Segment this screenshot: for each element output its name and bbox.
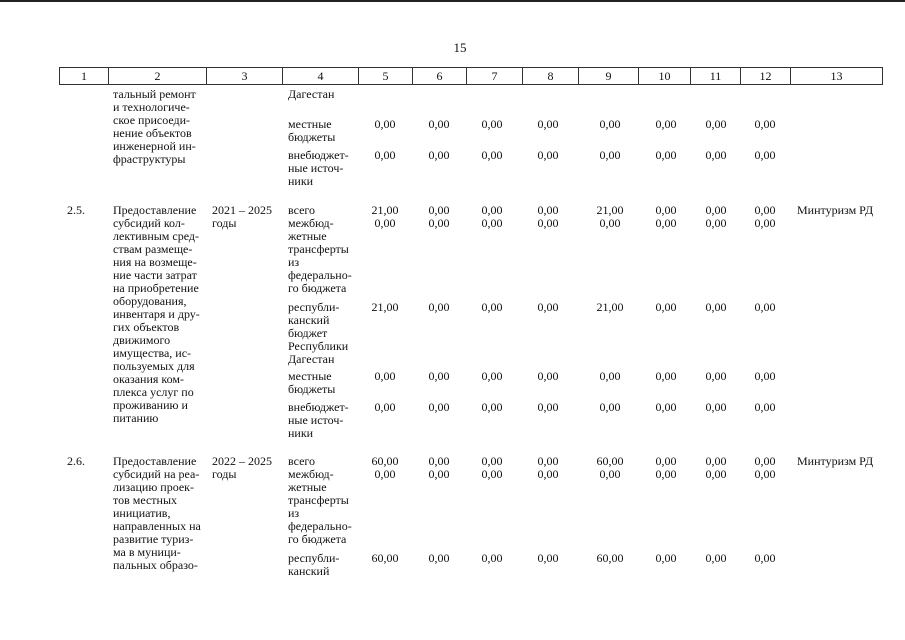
value-cell: 0,00: [705, 369, 727, 383]
description-line: гих объектов: [113, 320, 180, 334]
header-col-4: 4: [282, 68, 358, 84]
value-cell: 0,00: [374, 400, 396, 414]
description-line: направленных на: [113, 519, 201, 533]
funding-source-line: всего: [288, 454, 316, 468]
value-cell: 0,00: [481, 300, 503, 314]
funding-source-line: го бюджета: [288, 281, 347, 295]
executor: Минтуризм РД: [797, 454, 874, 468]
value-cell: 60,00: [371, 454, 399, 468]
value-cell: 0,00: [428, 467, 450, 481]
value-cell: 0,00: [537, 300, 559, 314]
funding-source-line: Дагестан: [288, 87, 335, 101]
value-cell: 0,00: [481, 148, 503, 162]
value-cell: 0,00: [428, 400, 450, 414]
value-cell: 60,00: [371, 551, 399, 565]
funding-source-line: Дагестан: [288, 352, 335, 366]
value-cell: 0,00: [754, 300, 776, 314]
period-line: 2021 – 2025: [212, 203, 272, 217]
description-line: инициатив,: [113, 506, 171, 520]
description-line: проживанию и: [113, 398, 188, 412]
value-cell: 21,00: [371, 300, 399, 314]
description-line: тальный ремонт: [113, 87, 196, 101]
value-cell: 0,00: [754, 216, 776, 230]
funding-source-line: федерально-: [288, 519, 352, 533]
value-cell: 0,00: [705, 203, 727, 217]
value-cell: 21,00: [371, 203, 399, 217]
description-line: оборудования,: [113, 294, 187, 308]
value-cell: 0,00: [537, 551, 559, 565]
value-cell: 0,00: [655, 300, 677, 314]
description-line: ма в муници-: [113, 545, 181, 559]
table-header-row: [59, 67, 883, 85]
description-line: на приобретение: [113, 281, 199, 295]
funding-source-line: республи-: [288, 551, 340, 565]
value-cell: 60,00: [596, 551, 624, 565]
description-line: ние части затрат: [113, 268, 197, 282]
value-cell: 0,00: [754, 148, 776, 162]
header-col-5: 5: [358, 68, 412, 84]
value-cell: 0,00: [537, 117, 559, 131]
value-cell: 0,00: [754, 467, 776, 481]
value-cell: 0,00: [537, 454, 559, 468]
description-line: пальных образо-: [113, 558, 198, 572]
value-cell: 0,00: [599, 148, 621, 162]
funding-source-line: из: [288, 255, 300, 269]
funding-source-line: местные: [288, 369, 332, 383]
description-line: движимого: [113, 333, 171, 347]
value-cell: 0,00: [481, 216, 503, 230]
value-cell: 0,00: [374, 148, 396, 162]
value-cell: 0,00: [655, 203, 677, 217]
funding-source-line: ники: [288, 174, 314, 188]
value-cell: 0,00: [481, 551, 503, 565]
funding-source-line: всего: [288, 203, 316, 217]
description-line: субсидий кол-: [113, 216, 185, 230]
description-line: плекса услуг по: [113, 385, 194, 399]
value-cell: 0,00: [705, 300, 727, 314]
funding-source-line: ники: [288, 426, 314, 440]
description-line: ния на возмеще-: [113, 255, 197, 269]
funding-source-line: ные источ-: [288, 161, 344, 175]
value-cell: 0,00: [655, 369, 677, 383]
funding-source-line: из: [288, 506, 300, 520]
value-cell: 0,00: [599, 369, 621, 383]
value-cell: 0,00: [655, 551, 677, 565]
header-col-1: 1: [59, 68, 108, 84]
value-cell: 0,00: [754, 369, 776, 383]
funding-source-line: федерально-: [288, 268, 352, 282]
funding-source-line: бюджеты: [288, 382, 336, 396]
value-cell: 0,00: [537, 148, 559, 162]
description-line: имущества, ис-: [113, 346, 192, 360]
value-cell: 0,00: [599, 467, 621, 481]
header-col-11: 11: [690, 68, 740, 84]
value-cell: 0,00: [705, 148, 727, 162]
value-cell: 0,00: [537, 400, 559, 414]
description-line: пользуемых для: [113, 359, 195, 373]
value-cell: 0,00: [599, 117, 621, 131]
funding-source-line: республи-: [288, 300, 340, 314]
value-cell: 0,00: [655, 454, 677, 468]
value-cell: 0,00: [428, 216, 450, 230]
description-line: нение объектов: [113, 126, 192, 140]
value-cell: 0,00: [655, 400, 677, 414]
funding-source-line: межбюд-: [288, 216, 334, 230]
funding-source-line: внебюджет-: [288, 400, 349, 414]
value-cell: 0,00: [705, 216, 727, 230]
value-cell: 0,00: [655, 216, 677, 230]
funding-source-line: бюджеты: [288, 130, 336, 144]
value-cell: 0,00: [754, 454, 776, 468]
value-cell: 0,00: [655, 467, 677, 481]
value-cell: 0,00: [537, 467, 559, 481]
description-line: фраструктуры: [113, 152, 186, 166]
value-cell: 0,00: [428, 454, 450, 468]
value-cell: 0,00: [705, 117, 727, 131]
description-line: Предоставление: [113, 454, 197, 468]
value-cell: 0,00: [374, 216, 396, 230]
funding-source-line: межбюд-: [288, 467, 334, 481]
description-line: инвентаря и дру-: [113, 307, 200, 321]
description-line: ствам размеще-: [113, 242, 193, 256]
period-line: годы: [212, 216, 237, 230]
header-col-13: 13: [790, 68, 883, 84]
description-line: ское присоеди-: [113, 113, 191, 127]
value-cell: 0,00: [599, 400, 621, 414]
header-col-8: 8: [522, 68, 578, 84]
funding-source-line: Республики: [288, 339, 349, 353]
value-cell: 0,00: [428, 203, 450, 217]
value-cell: 0,00: [537, 369, 559, 383]
funding-source-line: жетные: [288, 229, 327, 243]
value-cell: 0,00: [428, 551, 450, 565]
value-cell: 0,00: [705, 467, 727, 481]
description-line: оказания ком-: [113, 372, 184, 386]
value-cell: 0,00: [481, 369, 503, 383]
header-col-9: 9: [578, 68, 638, 84]
value-cell: 0,00: [754, 551, 776, 565]
description-line: тов местных: [113, 493, 178, 507]
value-cell: 0,00: [754, 117, 776, 131]
description-line: инженерной ин-: [113, 139, 196, 153]
value-cell: 0,00: [481, 203, 503, 217]
value-cell: 0,00: [655, 148, 677, 162]
header-col-7: 7: [466, 68, 522, 84]
funding-source-line: внебюджет-: [288, 148, 349, 162]
value-cell: 0,00: [428, 117, 450, 131]
value-cell: 0,00: [481, 467, 503, 481]
header-col-3: 3: [206, 68, 282, 84]
header-col-10: 10: [638, 68, 690, 84]
description-line: лизацию проек-: [113, 480, 195, 494]
period-line: 2022 – 2025: [212, 454, 272, 468]
funding-source-line: ные источ-: [288, 413, 344, 427]
value-cell: 0,00: [374, 467, 396, 481]
description-line: Предоставление: [113, 203, 197, 217]
value-cell: 60,00: [596, 454, 624, 468]
value-cell: 0,00: [428, 369, 450, 383]
description-line: питанию: [113, 411, 159, 425]
value-cell: 0,00: [537, 216, 559, 230]
page-number: 15: [453, 40, 467, 55]
description-line: развитие туриз-: [113, 532, 194, 546]
value-cell: 0,00: [705, 551, 727, 565]
value-cell: 0,00: [655, 117, 677, 131]
value-cell: 0,00: [705, 400, 727, 414]
value-cell: 0,00: [374, 369, 396, 383]
value-cell: 0,00: [705, 454, 727, 468]
item-number: 2.5.: [67, 203, 85, 217]
value-cell: 0,00: [599, 216, 621, 230]
value-cell: 0,00: [481, 454, 503, 468]
description-line: и технологиче-: [113, 100, 190, 114]
funding-source-line: местные: [288, 117, 332, 131]
funding-source-line: канский: [288, 564, 330, 578]
item-number: 2.6.: [67, 454, 85, 468]
description-line: лективным сред-: [113, 229, 199, 243]
value-cell: 0,00: [428, 148, 450, 162]
header-col-2: 2: [108, 68, 206, 84]
value-cell: 0,00: [481, 400, 503, 414]
funding-source-line: жетные: [288, 480, 327, 494]
funding-source-line: канский: [288, 313, 330, 327]
top-edge-line: [0, 0, 905, 2]
executor: Минтуризм РД: [797, 203, 874, 217]
value-cell: 0,00: [754, 400, 776, 414]
value-cell: 0,00: [374, 117, 396, 131]
funding-source-line: трансферты: [288, 242, 349, 256]
value-cell: 0,00: [537, 203, 559, 217]
value-cell: 0,00: [754, 203, 776, 217]
header-col-6: 6: [412, 68, 466, 84]
value-cell: 21,00: [596, 300, 624, 314]
value-cell: 21,00: [596, 203, 624, 217]
funding-source-line: го бюджета: [288, 532, 347, 546]
header-col-12: 12: [740, 68, 790, 84]
value-cell: 0,00: [428, 300, 450, 314]
funding-source-line: бюджет: [288, 326, 328, 340]
funding-source-line: трансферты: [288, 493, 349, 507]
description-line: субсидий на реа-: [113, 467, 200, 481]
value-cell: 0,00: [481, 117, 503, 131]
period-line: годы: [212, 467, 237, 481]
